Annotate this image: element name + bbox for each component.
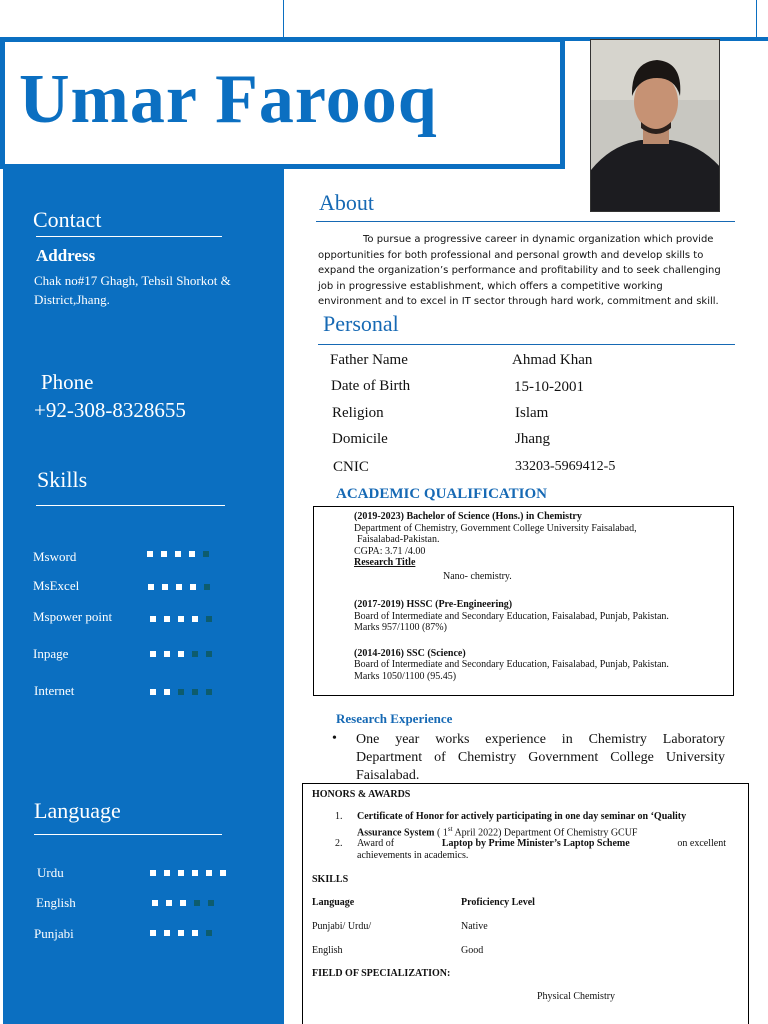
- research-line: One year works experience in Chemistry Laboratory: [356, 732, 725, 747]
- address-heading: Address: [36, 246, 96, 265]
- level-dot: [164, 651, 170, 657]
- degree-detail: Board of Intermediate and Secondary Education, Faisalabad, Punjab, Pakistan.: [354, 659, 669, 670]
- honor-line: [357, 823, 726, 839]
- personal-value: Jhang: [515, 431, 550, 447]
- about-rule: [316, 221, 735, 222]
- honor-item-2: [357, 838, 726, 862]
- honor-sup: st: [447, 825, 453, 833]
- about-line: expand the organization’s performance and profitability and to seek challenging: [318, 265, 721, 277]
- level-dot: [178, 930, 184, 936]
- about-line: opportunities for both professional and personal growth and develop skills to: [318, 249, 704, 261]
- skill-label: Mspower point: [33, 609, 113, 624]
- personal-heading: Personal: [323, 311, 399, 336]
- col-level-header: Proficiency Level: [461, 897, 535, 908]
- skill-label: Inpage: [33, 646, 69, 661]
- honor-text: April 2022) Department Of Chemistry GCUF: [452, 827, 638, 839]
- research-text: [356, 731, 725, 785]
- honors-skills-heading: SKILLS: [312, 874, 349, 885]
- level-dot: [164, 930, 170, 936]
- level-dot: [147, 551, 153, 557]
- lang-cell: Punjabi/ Urdu/: [312, 921, 372, 932]
- personal-label: Date of Birth: [331, 378, 411, 394]
- personal-label: Religion: [332, 405, 384, 421]
- honor-text: ( 1: [434, 827, 448, 839]
- language-level-dots: [150, 870, 226, 876]
- skill-level-dots: [148, 584, 210, 590]
- skill-level-dots: [150, 616, 212, 622]
- level-dot: [192, 616, 198, 622]
- level-dot: [164, 616, 170, 622]
- skills-heading: Skills: [37, 467, 88, 492]
- degree-title: (2014-2016) SSC (Science): [354, 647, 466, 659]
- about-heading: About: [319, 190, 374, 215]
- skill-level-dots: [150, 689, 212, 695]
- name-banner: [0, 37, 565, 169]
- research-title-value: Nano- chemistry.: [443, 570, 512, 582]
- honor-text: on excellent: [677, 838, 726, 849]
- level-dot: [150, 689, 156, 695]
- personal-label: Father Name: [330, 352, 408, 368]
- skill-label: Msword: [33, 549, 77, 564]
- level-dot: [178, 651, 184, 657]
- level-dot: [206, 651, 212, 657]
- right-edge-line: [756, 0, 757, 37]
- level-dot: [166, 900, 172, 906]
- level-dot: [178, 870, 184, 876]
- level-dot: [150, 930, 156, 936]
- level-dot: [206, 689, 212, 695]
- language-label: English: [36, 895, 76, 910]
- personal-rule: [318, 344, 735, 345]
- language-rule: [34, 834, 222, 835]
- level-dot: [164, 870, 170, 876]
- honor-item-1: [357, 811, 726, 839]
- level-dot: [148, 584, 154, 590]
- level-dot: [208, 900, 214, 906]
- candidate-name: Umar Farooq: [19, 61, 438, 138]
- right-vertical-line: [283, 0, 284, 37]
- level-cell: Good: [461, 945, 484, 956]
- contact-heading: Contact: [33, 207, 102, 232]
- field-value: Physical Chemistry: [537, 991, 616, 1002]
- language-label: Urdu: [37, 865, 64, 880]
- skill-level-dots: [150, 651, 212, 657]
- degree-detail: Faisalabad-Pakistan.: [357, 534, 440, 545]
- level-dot: [206, 870, 212, 876]
- level-dot: [206, 930, 212, 936]
- honors-heading: HONORS & AWARDS: [312, 789, 411, 800]
- degree-title: (2017-2019) HSSC (Pre-Engineering): [354, 599, 513, 610]
- personal-label: CNIC: [333, 459, 369, 475]
- level-dot: [175, 551, 181, 557]
- language-level-dots: [150, 930, 212, 936]
- level-dot: [192, 651, 198, 657]
- academic-heading: ACADEMIC QUALIFICATION: [336, 486, 547, 502]
- honor-line: Certificate of Honor for actively participating in one day seminar on ‘Quality: [357, 811, 687, 822]
- about-text: [318, 232, 738, 310]
- level-dot: [192, 689, 198, 695]
- research-bullet: •: [332, 731, 337, 746]
- level-dot: [190, 584, 196, 590]
- level-cell: Native: [461, 921, 488, 932]
- level-dot: [189, 551, 195, 557]
- level-dot: [220, 870, 226, 876]
- research-heading: Research Experience: [336, 711, 453, 726]
- address-line-2: District,Jhang.: [34, 292, 110, 307]
- lang-cell: English: [312, 945, 343, 956]
- level-dot: [194, 900, 200, 906]
- field-heading: FIELD OF SPECIALIZATION:: [312, 968, 451, 979]
- language-label: Punjabi: [34, 926, 74, 941]
- level-dot: [150, 870, 156, 876]
- honor-text: Award of: [357, 838, 395, 849]
- level-dot: [176, 584, 182, 590]
- level-dot: [192, 930, 198, 936]
- phone-value: +92-308-8328655: [34, 398, 186, 422]
- honor-bold: Laptop by Prime Minister’s Laptop Scheme: [441, 838, 630, 849]
- about-line: environment and to excel in IT sector through hard work, commitment and skill.: [318, 296, 719, 308]
- level-dot: [178, 689, 184, 695]
- honor-number: 1.: [335, 811, 343, 822]
- personal-label: Domicile: [332, 431, 388, 447]
- level-dot: [164, 689, 170, 695]
- level-dot: [203, 551, 209, 557]
- academic-content: [354, 511, 729, 682]
- phone-label: Phone: [41, 370, 94, 394]
- personal-value: 33203-5969412-5: [515, 459, 616, 474]
- research-title-label: Research Title: [354, 557, 416, 568]
- degree-title: (2019-2023) Bachelor of Science (Hons.) in Chemistry: [354, 511, 582, 522]
- skill-level-dots: [147, 551, 209, 557]
- level-dot: [192, 870, 198, 876]
- personal-value: Ahmad Khan: [512, 352, 593, 368]
- language-heading: Language: [34, 798, 121, 823]
- skill-label: Internet: [34, 683, 75, 698]
- language-level-dots: [152, 900, 214, 906]
- degree-cgpa: CGPA: 3.71 /4.00: [354, 545, 426, 557]
- address-line-1: Chak no#17 Ghagh, Tehsil Shorkot &: [34, 273, 231, 288]
- skills-rule: [36, 505, 225, 506]
- degree-detail: Board of Intermediate and Secondary Education, Faisalabad, Punjab, Pakistan.: [354, 610, 669, 622]
- level-dot: [162, 584, 168, 590]
- about-line: To pursue a progressive career in dynamic organization which provide: [363, 234, 714, 245]
- personal-value: Islam: [515, 405, 549, 421]
- skill-label: MsExcel: [33, 578, 80, 593]
- honor-bold: Assurance System: [357, 827, 435, 839]
- honor-number: 2.: [335, 838, 343, 849]
- level-dot: [206, 616, 212, 622]
- research-line: Department of Chemistry Government College University: [356, 750, 725, 765]
- degree-detail: Marks 1050/1100 (95.45): [354, 670, 457, 682]
- level-dot: [180, 900, 186, 906]
- level-dot: [161, 551, 167, 557]
- honor-line: [357, 838, 726, 850]
- portrait-image: [591, 40, 720, 212]
- research-line: Faisalabad.: [356, 768, 420, 783]
- degree-detail: Marks 957/1100 (87%): [354, 622, 447, 633]
- level-dot: [150, 651, 156, 657]
- about-line: job in progressive establishment, which offers a competitive working: [318, 280, 663, 292]
- level-dot: [152, 900, 158, 906]
- degree-detail: Department of Chemistry, Government College University Faisalabad,: [354, 522, 637, 534]
- personal-value: 15-10-2001: [514, 379, 584, 395]
- honor-line: achievements in academics.: [357, 850, 469, 861]
- level-dot: [204, 584, 210, 590]
- level-dot: [150, 616, 156, 622]
- contact-rule: [36, 236, 222, 237]
- profile-photo: [590, 39, 720, 212]
- level-dot: [178, 616, 184, 622]
- col-language-header: Language: [312, 897, 355, 908]
